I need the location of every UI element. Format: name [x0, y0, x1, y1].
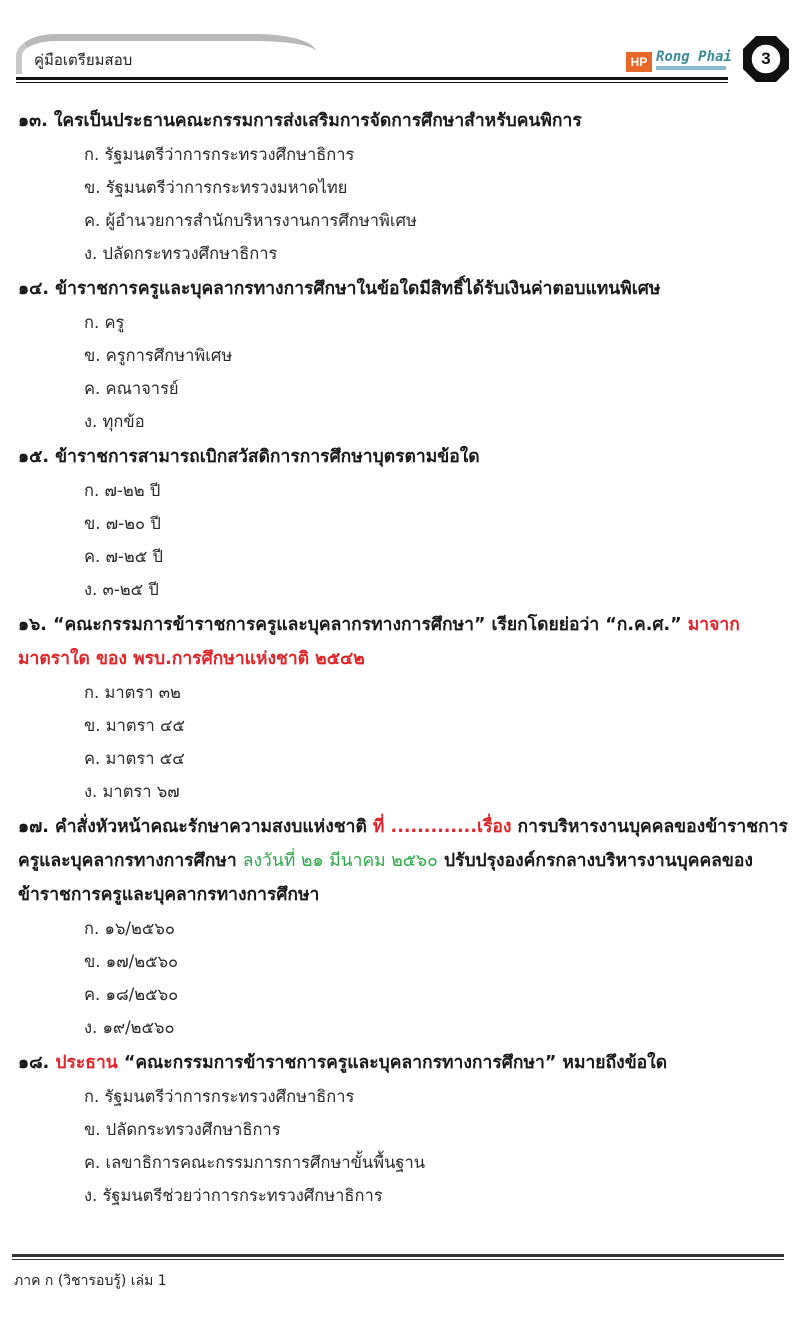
question-text-end: ปรับปรุงองค์กรกลางบริหารงานบุคคลของข้าราชการครูและบุคลากรทางการศึกษา — [18, 851, 753, 905]
option-18-a: ก. รัฐมนตรีว่าการกระทรวงศึกษาธิการ — [84, 1087, 355, 1106]
page-header — [0, 0, 800, 90]
question-16 — [18, 608, 788, 676]
option-15-a: ก. ๗-๒๒ ปี — [84, 481, 161, 500]
question-18 — [18, 1046, 667, 1080]
option-14-d: ง. ทุกข้อ — [84, 412, 145, 431]
option-14-a: ก. ครู — [84, 313, 125, 332]
option-17-a: ก. ๑๖/๒๕๖๐ — [84, 919, 175, 938]
question-highlight-red: มาจาก มาตราใด ของ พรบ.การศึกษาแห่งชาติ ๒๕๔๒ — [18, 615, 740, 669]
logo-subtitle-decoration — [656, 66, 726, 70]
question-highlight-green: ลงวันที่ ๒๑ มีนาคม ๒๕๖๐ — [242, 851, 438, 871]
question-text: “คณะกรรมการข้าราชการครูและบุคลากรทางการศึกษา” หมายถึงข้อใด — [123, 1053, 668, 1073]
option-17-c: ค. ๑๘/๒๕๖๐ — [84, 985, 179, 1004]
page-number: 3 — [761, 49, 771, 68]
option-14-c: ค. คณาจารย์ — [84, 379, 179, 398]
option-17-d: ง. ๑๙/๒๕๖๐ — [84, 1018, 175, 1037]
option-15-c: ค. ๗-๒๕ ปี — [84, 547, 163, 566]
option-18-b: ข. ปลัดกระทรวงศึกษาธิการ — [84, 1120, 281, 1139]
question-text: คำสั่งหัวหน้าคณะรักษาความสงบแห่งชาติ — [55, 817, 367, 837]
question-text: ข้าราชการสามารถเบิกสวัสดิการการศึกษาบุตรตามข้อใด — [55, 447, 480, 467]
question-highlight-red: ประธาน — [55, 1053, 118, 1073]
option-14-b: ข. ครูการศึกษาพิเศษ — [84, 346, 233, 365]
question-text-continued: การบริหารงานบุคคลของข้าราชการครูและบุคลากรทางการศึกษา — [18, 817, 788, 871]
question-number: ๑๗. — [18, 817, 49, 837]
option-13-b: ข. รัฐมนตรีว่าการกระทรวงมหาดไทย — [84, 178, 348, 197]
question-13 — [18, 104, 582, 138]
footer-text: ภาค ก (วิชารอบรู้) เล่ม 1 — [14, 1273, 167, 1289]
option-15-d: ง. ๓-๒๕ ปี — [84, 580, 159, 599]
option-18-d: ง. รัฐมนตรีช่วยว่าการกระทรวงศึกษาธิการ — [84, 1186, 383, 1205]
question-number: ๑๔. — [18, 279, 50, 299]
page-number-badge — [742, 35, 790, 83]
question-text: ข้าราชการครูและบุคลากรทางการศึกษาในข้อใดมีสิทธิ์ได้รับเงินค่าตอบแทนพิเศษ — [55, 279, 661, 299]
logo-text: Rong Phai — [656, 49, 732, 65]
option-17-b: ข. ๑๗/๒๕๖๐ — [84, 952, 179, 971]
option-16-c: ค. มาตรา ๕๔ — [84, 749, 185, 768]
question-number: ๑๓. — [18, 111, 48, 131]
option-16-d: ง. มาตรา ๖๗ — [84, 782, 180, 801]
header-rule-thin — [16, 82, 728, 83]
question-text: ใครเป็นประธานคณะกรรมการส่งเสริมการจัดการศึกษาสำหรับคนพิการ — [53, 111, 582, 131]
question-number: ๑๘. — [18, 1053, 50, 1073]
question-number: ๑๖. — [18, 615, 47, 635]
option-16-b: ข. มาตรา ๔๕ — [84, 716, 185, 735]
question-highlight-red: ที่ .............เรื่อง — [372, 817, 512, 837]
header-title: คู่มือเตรียมสอบ — [34, 51, 133, 69]
question-15 — [18, 440, 480, 474]
option-18-c: ค. เลขาธิการคณะกรรมการการศึกษาขั้นพื้นฐาน — [84, 1153, 426, 1172]
question-number: ๑๕. — [18, 447, 50, 467]
option-15-b: ข. ๗-๒๐ ปี — [84, 514, 161, 533]
option-13-c: ค. ผู้อำนวยการสำนักบริหารงานการศึกษาพิเศษ — [84, 211, 417, 230]
logo-mark-icon: HP — [626, 52, 652, 72]
header-rule — [16, 77, 728, 80]
footer-rule — [12, 1254, 784, 1257]
option-13-a: ก. รัฐมนตรีว่าการกระทรวงศึกษาธิการ — [84, 145, 355, 164]
option-13-d: ง. ปลัดกระทรวงศึกษาธิการ — [84, 244, 278, 263]
question-text: “คณะกรรมการข้าราชการครูและบุคลากรทางการศึกษา” เรียกโดยย่อว่า “ก.ค.ศ.” — [52, 615, 682, 635]
question-14 — [18, 272, 660, 306]
question-17 — [18, 810, 788, 912]
footer-rule-thin — [12, 1259, 784, 1260]
rong-phai-logo — [626, 44, 736, 76]
option-16-a: ก. มาตรา ๓๒ — [84, 683, 181, 702]
